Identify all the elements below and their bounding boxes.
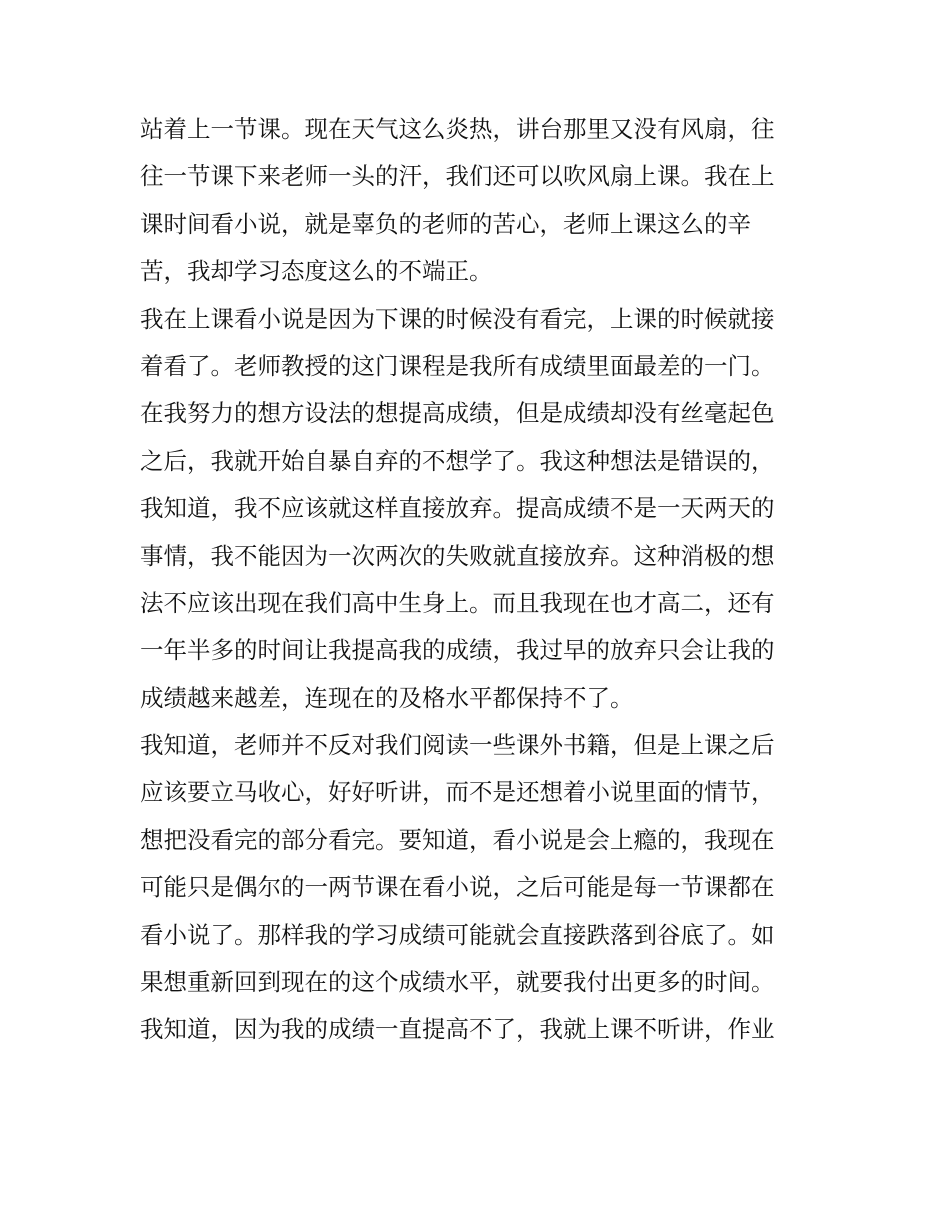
text-line: 苦，我却学习态度这么的不端正。 [140,257,493,286]
text-line: 着看了。老师教授的这门课程是我所有成绩里面最差的一门。 [140,351,775,380]
document-body [140,106,820,1054]
text-line: 之后，我就开始自暴自弃的不想学了。我这种想法是错误的， [140,446,775,475]
text-line: 在我努力的想方设法的想提高成绩，但是成绩却没有丝毫起色 [140,399,775,428]
text-line: 我知道，因为我的成绩一直提高不了，我就上课不听讲，作业 [140,1015,775,1044]
text-line: 成绩越来越差，连现在的及格水平都保持不了。 [140,683,634,712]
text-line: 法不应该出现在我们高中生身上。而且我现在也才高二，还有 [140,588,775,617]
text-line: 课时间看小说，就是辜负的老师的苦心，老师上课这么的辛 [140,209,751,238]
text-line: 事情，我不能因为一次两次的失败就直接放弃。这种消极的想 [140,541,775,570]
text-line: 一年半多的时间让我提高我的成绩，我过早的放弃只会让我的 [140,636,775,665]
text-line: 我知道，老师并不反对我们阅读一些课外书籍，但是上课之后 [140,731,775,760]
text-line: 可能只是偶尔的一两节课在看小说，之后可能是每一节课都在 [140,873,775,902]
text-line: 看小说了。那样我的学习成绩可能就会直接跌落到谷底了。如 [140,920,775,949]
text-line: 我在上课看小说是因为下课的时候没有看完，上课的时候就接 [140,304,775,333]
text-line: 应该要立马收心，好好听讲，而不是还想着小说里面的情节， [140,778,775,807]
text-line: 想把没看完的部分看完。要知道，看小说是会上瘾的，我现在 [140,825,775,854]
text-line: 我知道，我不应该就这样直接放弃。提高成绩不是一天两天的 [140,494,775,523]
text-line: 往一节课下来老师一头的汗，我们还可以吹风扇上课。我在上 [140,162,775,191]
text-line: 站着上一节课。现在天气这么炎热，讲台那里又没有风扇，往 [140,115,775,143]
text-line: 果想重新回到现在的这个成绩水平，就要我付出更多的时间。 [140,968,775,997]
